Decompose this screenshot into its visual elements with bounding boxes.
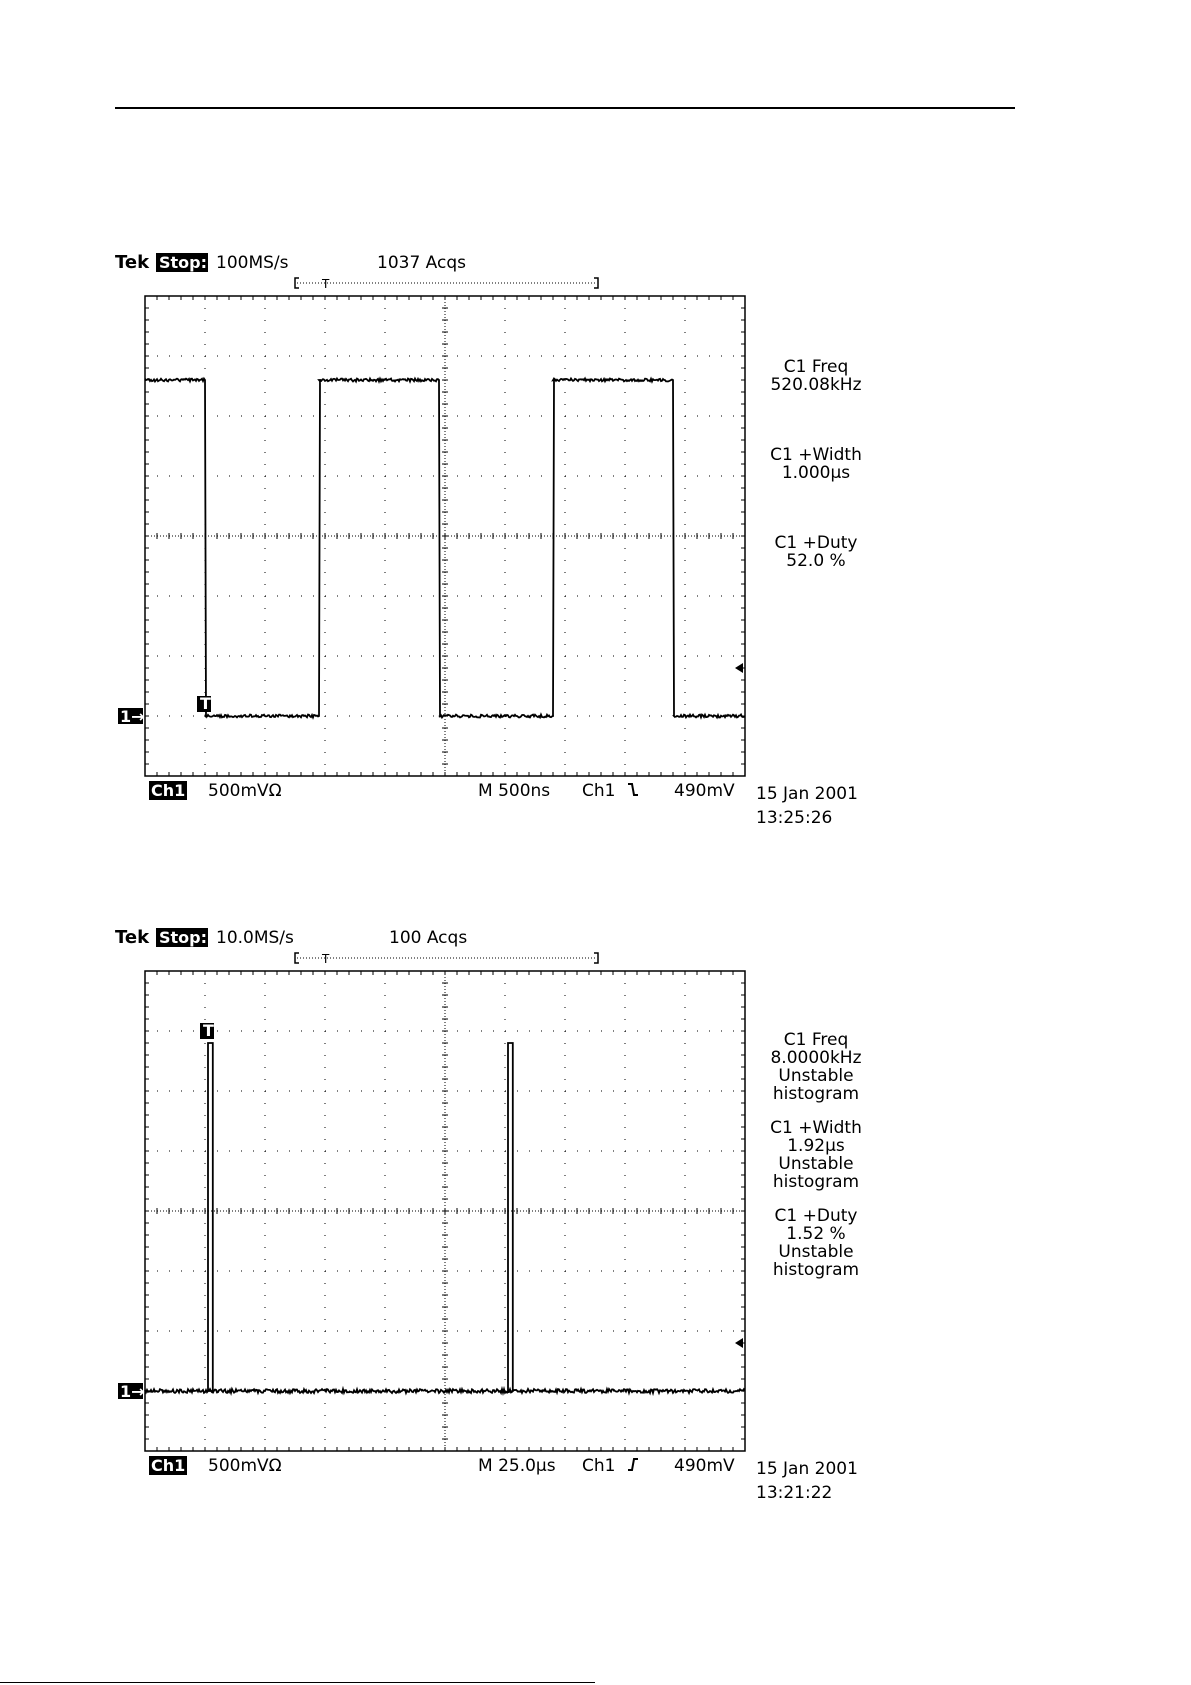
measurement-label: C1 Freq: [783, 1030, 849, 1050]
measurement-value: 8.0000kHz: [770, 1048, 862, 1068]
scope-footer: [149, 781, 858, 828]
trigger-level-arrow: [735, 663, 743, 673]
measurement-panel: [770, 357, 862, 571]
measurement-status: histogram: [772, 1172, 860, 1192]
scope-header: [115, 252, 466, 273]
trigger-slope-icon: [628, 1459, 638, 1470]
graticule: [145, 971, 745, 1451]
measurement-label: C1 +Width: [770, 445, 862, 465]
oscilloscope-capture-2: [0, 905, 1191, 1505]
measurement-label: C1 +Duty: [774, 1206, 858, 1226]
channel-tag-label: Ch1: [151, 781, 186, 800]
trigger-position-marker: T: [322, 952, 330, 966]
volts-per-div-label: 500mVΩ: [208, 1456, 282, 1476]
measurement-status: histogram: [772, 1260, 860, 1280]
trigger-marker-label: T: [200, 694, 211, 713]
measurement-panel: [770, 1030, 862, 1280]
measurement-label: C1 +Duty: [774, 533, 858, 553]
ground-marker-label: 1→: [120, 1382, 145, 1401]
trigger-position-marker: T: [322, 277, 330, 291]
oscilloscope-capture-1: [0, 230, 1191, 830]
measurement-value: 1.000µs: [781, 463, 851, 483]
trigger-source-label: Ch1: [582, 781, 616, 801]
record-bracket: [295, 952, 598, 966]
scope-footer: [149, 1456, 858, 1503]
measurement-status: Unstable: [778, 1154, 854, 1174]
measurement-readout: [770, 445, 862, 483]
measurement-label: C1 +Width: [770, 1118, 862, 1138]
ground-level-marker: [118, 707, 145, 726]
measurement-readout: [773, 1206, 859, 1280]
scope-plot-svg: [0, 230, 1191, 830]
sample-rate-label: 10.0MS/s: [216, 928, 294, 948]
measurement-readout: [775, 533, 858, 571]
trigger-level-label: 490mV: [674, 781, 735, 801]
volts-per-div-label: 500mVΩ: [208, 781, 282, 801]
measurement-status: Unstable: [778, 1066, 854, 1086]
measurement-readout: [770, 357, 861, 395]
acquisitions-label: 100 Acqs: [389, 928, 468, 948]
channel-tag-label: Ch1: [151, 1456, 186, 1475]
measurement-value: 52.0 %: [786, 551, 846, 571]
measurement-readout: [770, 1030, 861, 1104]
record-bracket: [295, 277, 598, 291]
graticule: [145, 296, 745, 776]
state-label: Stop:: [159, 928, 208, 947]
trigger-slope-icon: [628, 784, 638, 795]
date-label: 15 Jan 2001: [756, 784, 858, 804]
ground-marker-label: 1→: [120, 707, 145, 726]
date-label: 15 Jan 2001: [756, 1459, 858, 1479]
state-label: Stop:: [159, 253, 208, 272]
time-label: 13:21:22: [756, 1483, 833, 1503]
measurement-value: 520.08kHz: [770, 375, 862, 395]
scope-header: [115, 927, 467, 948]
measurement-status: histogram: [772, 1084, 860, 1104]
page-bottom-rule: [0, 1682, 595, 1683]
brand-label: Tek: [115, 252, 150, 273]
measurement-value: 1.92µs: [787, 1136, 845, 1156]
timebase-label: M 500ns: [478, 781, 551, 801]
brand-label: Tek: [115, 927, 150, 948]
trigger-marker-label: T: [203, 1021, 214, 1040]
time-label: 13:25:26: [756, 808, 833, 828]
trigger-source-label: Ch1: [582, 1456, 616, 1476]
trigger-level-label: 490mV: [674, 1456, 735, 1476]
scope-plot-svg: [0, 905, 1191, 1505]
acquisitions-label: 1037 Acqs: [377, 253, 466, 273]
trigger-marker: [197, 694, 211, 713]
trigger-level-arrow: [735, 1338, 743, 1348]
measurement-readout: [770, 1118, 862, 1192]
measurement-label: C1 Freq: [783, 357, 849, 377]
ground-level-marker: [118, 1382, 145, 1401]
timebase-label: M 25.0µs: [478, 1456, 556, 1476]
sample-rate-label: 100MS/s: [216, 253, 289, 273]
measurement-value: 1.52 %: [786, 1224, 846, 1244]
measurement-status: Unstable: [778, 1242, 854, 1262]
page-top-rule: [115, 107, 1015, 109]
trigger-marker: [200, 1021, 214, 1040]
